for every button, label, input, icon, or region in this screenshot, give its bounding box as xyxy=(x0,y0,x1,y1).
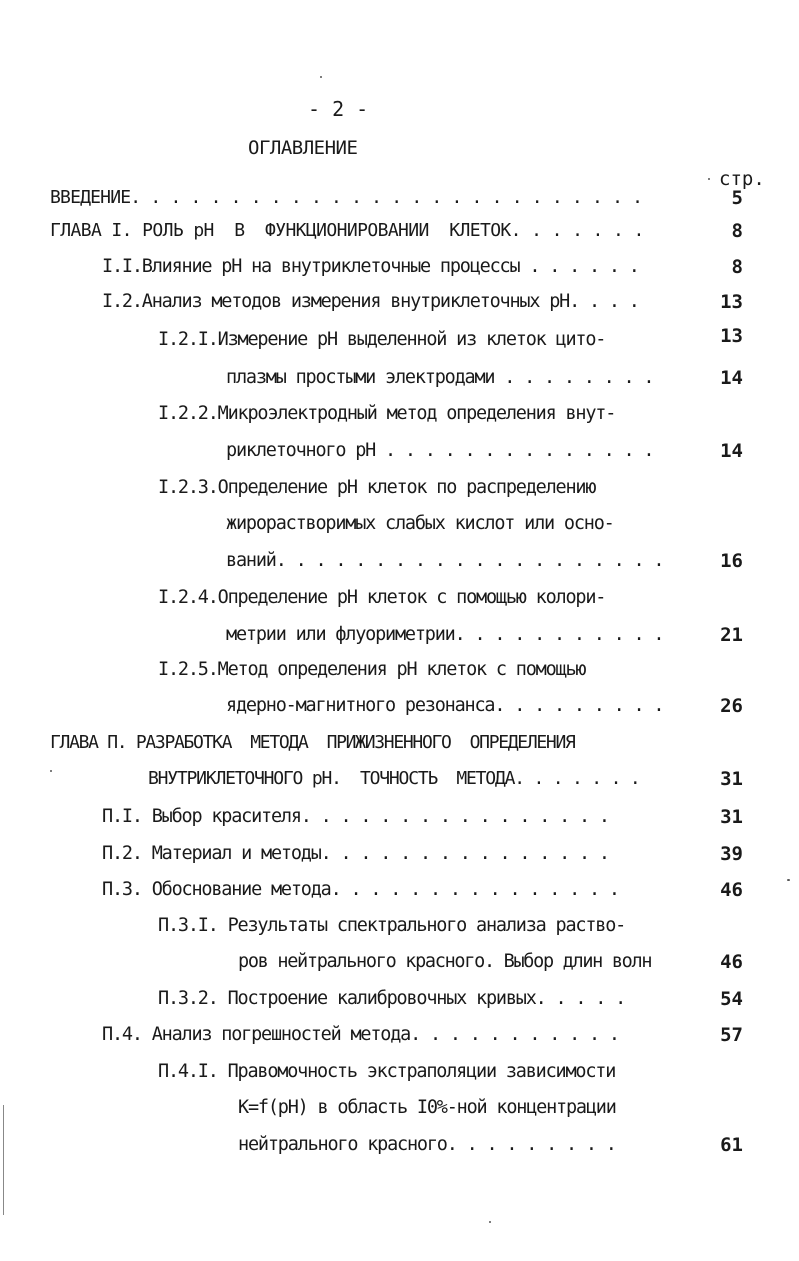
scan-speck xyxy=(708,178,710,180)
toc-entry-page: 31 xyxy=(720,768,743,790)
toc-entry-text: I.2.4.Определение pH клеток с помощью колори- xyxy=(158,587,606,608)
toc-entry-text: ГЛАВА I. РОЛЬ pH В ФУНКЦИОНИРОВАНИИ КЛЕТОК. . . . . . . xyxy=(50,220,644,241)
scan-speck xyxy=(320,76,322,78)
toc-entry-text: П.4. Анализ погрешностей метода. . . . . . . . . . . xyxy=(102,1024,619,1045)
toc-entry-text: ров нейтрального красного. Выбор длин волн xyxy=(238,951,652,972)
toc-entry-text: риклеточного pH . . . . . . . . . . . . . . xyxy=(226,440,654,461)
toc-entry-text: K=f(pH) в область I0%-ной концентрации xyxy=(238,1097,616,1118)
toc-entry-text: ГЛАВА П. РАЗРАБОТКА МЕТОДА ПРИЖИЗНЕННОГО ОПРЕДЕЛЕНИЯ xyxy=(50,732,575,753)
toc-entry-page: 5 xyxy=(731,187,743,209)
document-title: ОГЛАВЛЕНИЕ xyxy=(248,137,358,159)
toc-entry-page: 46 xyxy=(720,879,743,901)
toc-entry-text: I.2.I.Измерение pH выделенной из клеток цито- xyxy=(158,329,606,350)
toc-entry-text: I.2.5.Метод определения pH клеток с помощью xyxy=(158,659,586,680)
toc-entry-text: I.2.2.Микроэлектродный метод определения внут- xyxy=(158,403,616,424)
toc-entry-text: П.3.2. Построение калибровочных кривых. . . . . xyxy=(158,988,626,1009)
scan-speck xyxy=(50,770,52,772)
toc-entry-page: 61 xyxy=(720,1134,743,1156)
page-number: - 2 - xyxy=(308,97,369,121)
toc-entry-text: нейтрального красного. . . . . . . . . xyxy=(238,1134,616,1155)
toc-entry-page: 8 xyxy=(731,256,743,278)
toc-entry-page: 39 xyxy=(720,843,743,865)
toc-entry-page: 13 xyxy=(720,325,743,347)
toc-entry-text: ВНУТРИКЛЕТОЧНОГО pH. ТОЧНОСТЬ МЕТОДА. . . . . . . xyxy=(148,768,640,789)
toc-entry-page: 16 xyxy=(720,550,743,572)
toc-entry-text: ваний. . . . . . . . . . . . . . . . . . . . xyxy=(226,550,664,571)
toc-entry-page: 57 xyxy=(720,1024,743,1046)
toc-entry-page: 31 xyxy=(720,806,743,828)
toc-entry-page: 21 xyxy=(720,624,743,646)
toc-entry-text: ядерно-магнитного резонанса. . . . . . . . . xyxy=(226,695,664,716)
toc-entry-text: плазмы простыми электродами . . . . . . . . xyxy=(226,367,654,388)
toc-entry-page: 8 xyxy=(731,220,743,242)
toc-entry-text: I.I.Влияние pH на внутриклеточные процессы . . . . . . xyxy=(102,256,639,277)
toc-entry-page: 54 xyxy=(720,988,743,1010)
toc-entry-text: П.3. Обоснование метода. . . . . . . . . . . . . . . xyxy=(102,879,619,900)
toc-entry-text: метрии или флуориметрии. . . . . . . . . . . xyxy=(226,624,664,645)
toc-entry-page: 46 xyxy=(720,951,743,973)
page-column-header: стр. xyxy=(719,168,765,190)
toc-entry-text: П.4.I. Правомочность экстраполяции зависимости xyxy=(158,1061,616,1082)
scan-speck xyxy=(787,879,790,881)
scan-speck xyxy=(489,1221,491,1223)
toc-entry-page: 14 xyxy=(720,367,743,389)
toc-entry-text: жирорастворимых слабых кислот или осно- xyxy=(226,513,614,534)
toc-entry-text: П.3.I. Результаты спектрального анализа раство- xyxy=(158,915,626,936)
toc-entry-page: 26 xyxy=(720,695,743,717)
toc-entry-text: ВВЕДЕНИЕ. . . . . . . . . . . . . . . . . . . . . . . . . . xyxy=(50,187,643,208)
toc-entry-text: П.2. Материал и методы. . . . . . . . . . . . . . . xyxy=(102,843,609,864)
toc-entry-text: I.2.Анализ методов измерения внутриклеточных pH. . . . xyxy=(102,291,639,312)
toc-entry-page: 13 xyxy=(720,291,743,313)
toc-entry-text: I.2.3.Определение pH клеток по распределению xyxy=(158,477,596,498)
scan-edge-line xyxy=(3,1105,4,1215)
toc-entry-text: П.I. Выбор красителя. . . . . . . . . . . . . . . . xyxy=(102,806,609,827)
toc-entry-page: 14 xyxy=(720,440,743,462)
